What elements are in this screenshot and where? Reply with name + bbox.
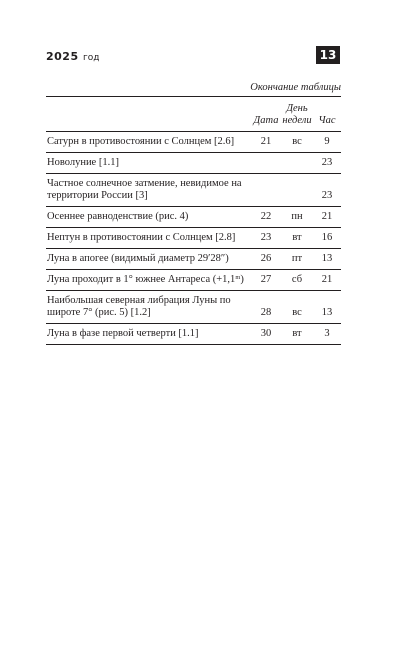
table-header-row [46,97,341,132]
table-row [46,174,341,207]
table-row [46,249,341,270]
event-cell: Нептун в противостоянии с Солнцем [2.8] [46,228,251,249]
event-cell: Частное солнечное затмение, невидимое на территории России [3] [46,174,251,207]
weekday-cell: сб [281,270,313,291]
weekday-cell [281,174,313,207]
hour-cell: 23 [313,153,341,174]
header-year-suffix: год [82,53,100,63]
date-cell [251,174,281,207]
table-caption: Окончание таблицы [250,82,341,93]
hour-cell: 21 [313,270,341,291]
event-cell: Осеннее равноденствие (рис. 4) [46,207,251,228]
hour-cell: 21 [313,207,341,228]
header-year: 2025 [46,50,79,63]
date-cell: 21 [251,132,281,153]
hour-cell: 23 [313,174,341,207]
table-row [46,270,341,291]
page-number-badge: 13 [316,46,340,64]
column-header-event [46,97,251,132]
column-header-date: Дата [251,97,281,132]
date-cell: 26 [251,249,281,270]
table-row [46,228,341,249]
table-row [46,291,341,324]
weekday-cell: пн [281,207,313,228]
event-cell: Сатурн в противостоянии с Солнцем [2.6] [46,132,251,153]
date-cell: 27 [251,270,281,291]
event-cell: Луна в апогее (видимый диаметр 29′28″) [46,249,251,270]
running-header [46,50,99,63]
hour-cell: 13 [313,291,341,324]
weekday-cell: вс [281,132,313,153]
events-table [46,96,341,345]
hour-cell: 16 [313,228,341,249]
date-cell: 28 [251,291,281,324]
weekday-cell [281,153,313,174]
date-cell: 22 [251,207,281,228]
hour-cell: 13 [313,249,341,270]
table-row [46,324,341,345]
event-cell: Луна проходит в 1° южнее Антареса (+1,1ᵐ) [46,270,251,291]
column-header-weekday: День недели [281,97,313,132]
table-row [46,132,341,153]
table-row [46,207,341,228]
date-cell [251,153,281,174]
weekday-cell: пт [281,249,313,270]
hour-cell: 3 [313,324,341,345]
event-cell: Наибольшая северная либрация Луны по широте 7° (рис. 5) [1.2] [46,291,251,324]
date-cell: 23 [251,228,281,249]
table-row [46,153,341,174]
event-cell: Новолуние [1.1] [46,153,251,174]
event-cell: Луна в фазе первой четверти [1.1] [46,324,251,345]
column-header-hour: Час [313,97,341,132]
weekday-cell: вт [281,228,313,249]
hour-cell: 9 [313,132,341,153]
date-cell: 30 [251,324,281,345]
weekday-cell: вс [281,291,313,324]
weekday-cell: вт [281,324,313,345]
